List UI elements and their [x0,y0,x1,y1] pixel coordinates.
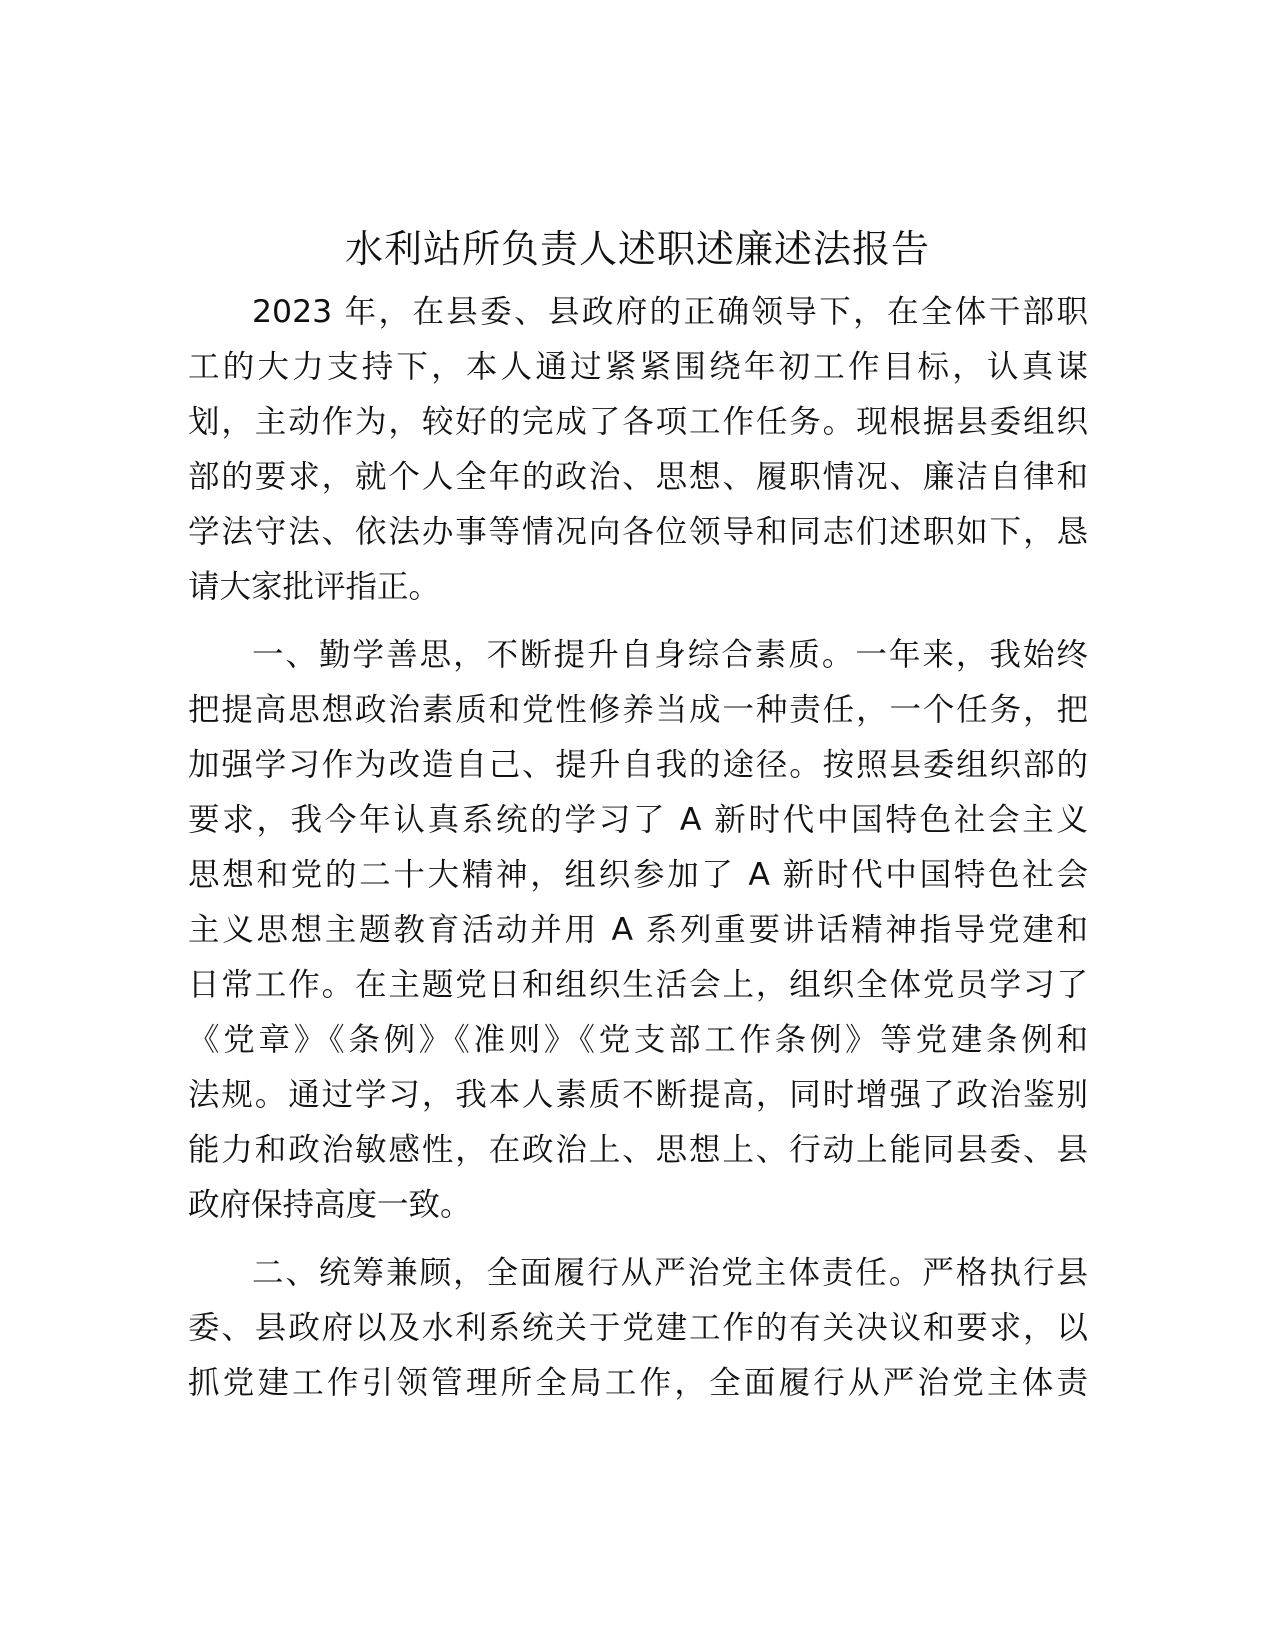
paragraph-line: 加强学习作为改造自己、提升自我的途径。按照县委组织部的 [188,747,1088,783]
paragraph-line: 把提高思想政治素质和党性修养当成一种责任，一个任务，把 [188,692,1088,728]
paragraph-line: 主义思想主题教育活动并用 A 系列重要讲话精神指导党建和 [188,912,1088,948]
paragraph-line: 学法守法、依法办事等情况向各位领导和同志们述职如下，恳 [188,514,1088,550]
paragraph-line: 划，主动作为，较好的完成了各项工作任务。现根据县委组织 [188,404,1088,440]
paragraph-line: 思想和党的二十大精神，组织参加了 A 新时代中国特色社会 [188,857,1088,893]
document-title: 水利站所负责人述职述廉述法报告 [344,227,930,271]
paragraph-line: 要求，我今年认真系统的学习了 A 新时代中国特色社会主义 [188,802,1088,838]
paragraph-line: 抓党建工作引领管理所全局工作，全面履行从严治党主体责 [188,1365,1088,1401]
paragraph-line: 能力和政治敏感性，在政治上、思想上、行动上能同县委、县 [188,1132,1088,1168]
paragraph-line: 一、勤学善思，不断提升自身综合素质。一年来，我始终 [252,637,1088,673]
paragraph-line: 2023 年，在县委、县政府的正确领导下，在全体干部职 [252,294,1088,330]
paragraph-line: 部的要求，就个人全年的政治、思想、履职情况、廉洁自律和 [188,459,1088,495]
paragraph-line: 法规。通过学习，我本人素质不断提高，同时增强了政治鉴别 [188,1077,1088,1113]
paragraph-line: 二、统筹兼顾，全面履行从严治党主体责任。严格执行县 [252,1255,1088,1291]
paragraph-line: 日常工作。在主题党日和组织生活会上，组织全体党员学习了 [188,967,1088,1003]
paragraph-line: 工的大力支持下，本人通过紧紧围绕年初工作目标，认真谋 [188,349,1088,385]
paragraph-line: 请大家批评指正。 [188,569,441,605]
paragraph-line: 委、县政府以及水利系统关于党建工作的有关决议和要求，以 [188,1310,1088,1346]
paragraph-line: 《党章》《条例》《准则》《党支部工作条例》等党建条例和 [188,1022,1088,1058]
paragraph-line: 政府保持高度一致。 [188,1187,472,1223]
